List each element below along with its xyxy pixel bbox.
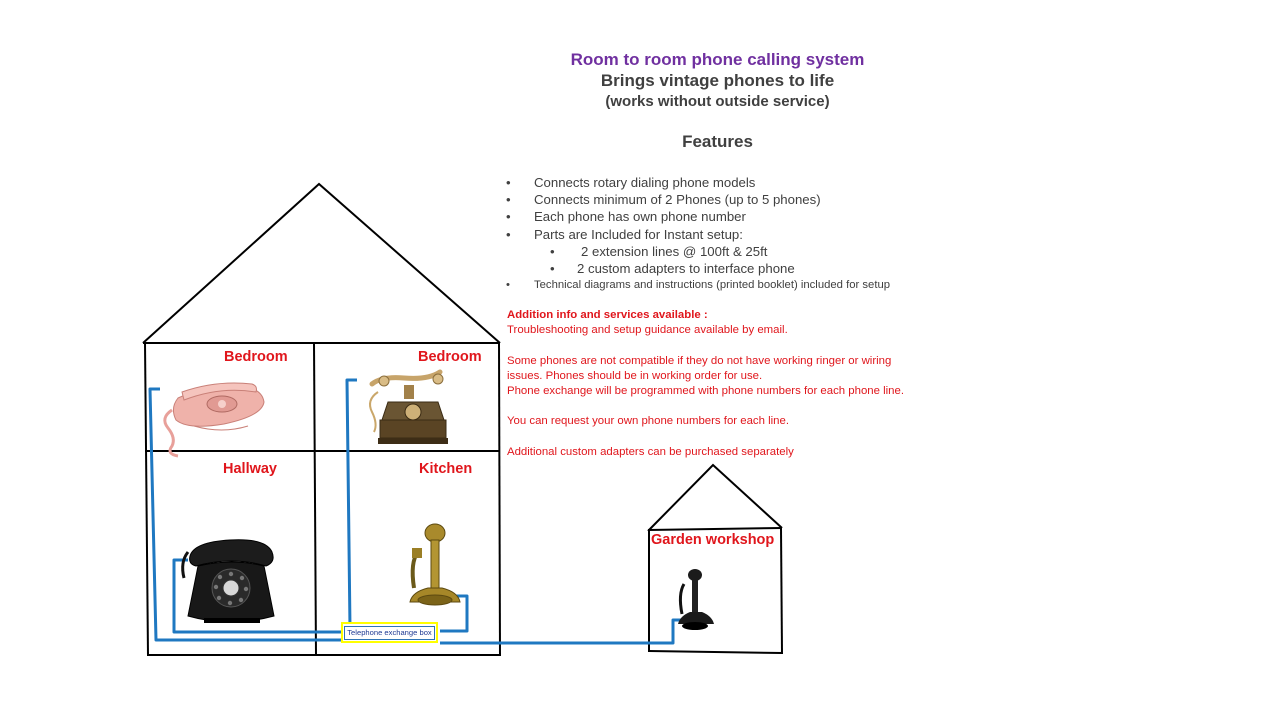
- feature-item: • Connects minimum of 2 Phones (up to 5 phones): [507, 191, 890, 208]
- included-part-item: • 2 extension lines @ 100ft & 25ft: [507, 243, 890, 260]
- workshop-floor: [649, 651, 782, 653]
- info-line: issues. Phones should be in working order for use.: [507, 369, 763, 382]
- feature-item: • Connects rotary dialing phone models: [507, 174, 890, 191]
- features-list: [507, 174, 890, 294]
- additional-info: [507, 308, 937, 460]
- info-heading: Addition info and services available :: [507, 309, 708, 321]
- room-label-bedroom-left: Bedroom: [224, 349, 288, 365]
- feature-item: • Technical diagrams and instructions (printed booklet) included for setup: [507, 277, 890, 294]
- page-title: Room to room phone calling system: [570, 50, 865, 69]
- feature-item: • Parts are Included for Instant setup:: [507, 226, 890, 243]
- main-house-right-wall: [499, 343, 500, 656]
- workshop-building: [648, 465, 782, 654]
- workshop-top-wall: [648, 528, 782, 530]
- main-house-left-wall: [145, 343, 148, 656]
- room-label-kitchen: Kitchen: [419, 461, 473, 477]
- telephone-exchange-label: Telephone exchange box: [344, 626, 434, 640]
- room-label-workshop: Garden workshop: [651, 532, 775, 548]
- room-label-hallway: Hallway: [223, 461, 277, 477]
- workshop-roof: [648, 465, 782, 531]
- room-label-bedroom-right: Bedroom: [418, 349, 482, 365]
- brass-candlestick-phone-icon: [410, 524, 460, 605]
- page-note: (works without outside service): [605, 93, 830, 110]
- telephone-exchange-box: [341, 622, 438, 643]
- features-heading: Features: [682, 132, 753, 151]
- info-line: Additional custom adapters can be purchased separately: [507, 445, 794, 458]
- included-part-item: • 2 custom adapters to interface phone: [507, 260, 890, 277]
- workshop-right-wall: [781, 529, 782, 654]
- info-line: Some phones are not compatible if they do not have working ringer or wiring: [507, 354, 892, 367]
- black-candlestick-phone-icon: [678, 569, 714, 630]
- info-line: Troubleshooting and setup guidance available by email.: [507, 324, 788, 337]
- wire-bedroom-right: [347, 380, 357, 628]
- feature-item: • Each phone has own phone number: [507, 208, 890, 225]
- french-cradle-phone-icon: [370, 372, 448, 444]
- info-line: Phone exchange will be programmed with phone numbers for each phone line.: [507, 384, 905, 397]
- pink-princess-phone-icon: [165, 383, 264, 456]
- black-rotary-desk-phone-icon: [183, 540, 274, 623]
- main-house-roof: [143, 184, 500, 343]
- wire-workshop: [440, 620, 681, 643]
- room-divider-vertical: [314, 343, 316, 656]
- page-subtitle: Brings vintage phones to life: [600, 71, 835, 90]
- info-line: You can request your own phone numbers for each line.: [507, 415, 789, 428]
